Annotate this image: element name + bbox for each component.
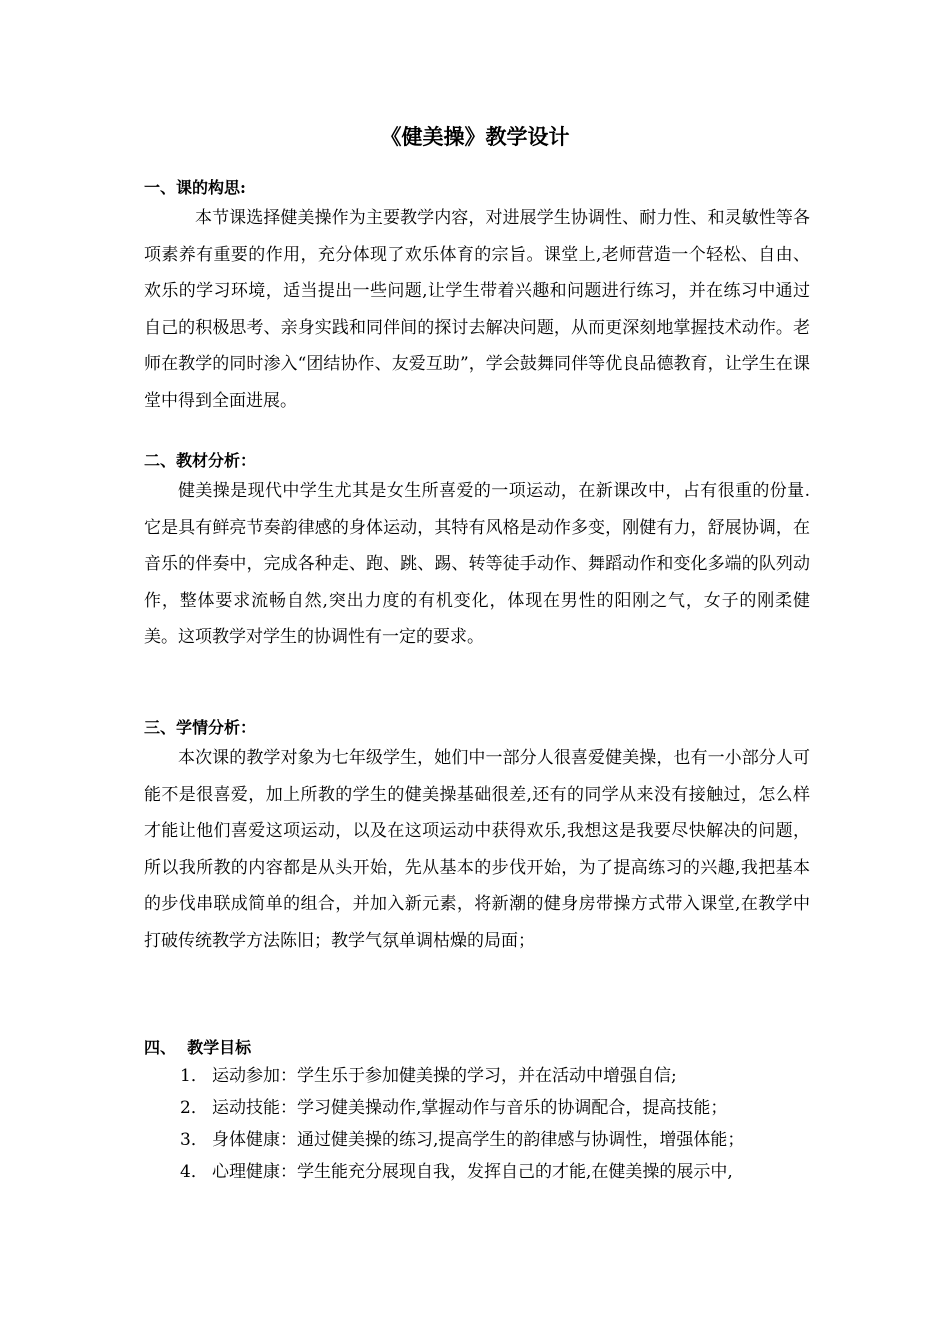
section-paragraph: 本节课选择健美操作为主要教学内容，对进展学生协调性、耐力性、和灵敏性等各项素养有重要的作用，充分体现了欢乐体育的宗旨。课堂上,老师营造一个轻松、自由、欢乐的学习环境，适当提出一些问题,让学生带着兴趣和问题进行练习，并在练习中通过自己的积极思考、亲身实践和同伴间的探讨去解决问题，从而更深刻地掌握技术动作。老师在教学的同时渗入“团结协作、友爱互助”，学会鼓舞同伴等优良品德教育，让学生在课堂中得到全面进展。 — [144, 208, 810, 411]
goal-item — [144, 1060, 810, 1092]
goal-text: 运动参加：学生乐于参加健美操的学习，并在活动中增强自信; — [212, 1066, 677, 1086]
goal-item — [144, 1092, 810, 1124]
section-student-analysis — [144, 716, 810, 959]
goal-number: 2． — [180, 1098, 208, 1118]
section-heading: 二、教材分析： — [144, 451, 257, 470]
section-paragraph: 健美操是现代中学生尤其是女生所喜爱的一项运动，在新课改中，占有很重的份量.它是具有鲜亮节奏韵律感的身体运动，其特有风格是动作多变，刚健有力，舒展协调，在音乐的伴奏中，完成各种走、跑、跳、踢、转等徒手动作、舞蹈动作和变化多端的队列动作，整体要求流畅自然,突出力度的有机变化，体现在男性的阳刚之气，女子的刚柔健美。这项教学对学生的协调性有一定的要求。 — [144, 481, 810, 647]
goal-text: 心理健康：学生能充分展现自我，发挥自己的才能,在健美操的展示中, — [212, 1162, 733, 1182]
section-heading: 一、课的构思: — [144, 178, 246, 197]
section-heading: 四、 教学目标 — [144, 1038, 252, 1057]
section-material-analysis — [144, 449, 810, 656]
goal-item — [144, 1156, 810, 1188]
goals-list — [144, 1060, 810, 1188]
goal-number: 1． — [180, 1066, 208, 1086]
section-lesson-concept — [144, 176, 810, 419]
goal-item — [144, 1124, 810, 1156]
section-paragraph: 本次课的教学对象为七年级学生，她们中一部分人很喜爱健美操，也有一小部分人可能不是很喜爱，加上所教的学生的健美操基础很差,还有的同学从来没有接触过，怎么样才能让他们喜爱这项运动，以及在这项运动中获得欢乐,我想这是我要尽快解决的问题，所以我所教的内容都是从头开始，先从基本的步伐开始，为了提高练习的兴趣,我把基本的步伐串联成简单的组合，并加入新元素，将新潮的健身房带操方式带入课堂,在教学中打破传统教学方法陈旧；教学气氛单调枯燥的局面； — [144, 748, 810, 951]
goal-number: 3． — [180, 1130, 208, 1150]
section-heading: 三、学情分析： — [144, 718, 257, 737]
goal-text: 身体健康：通过健美操的练习,提高学生的韵律感与协调性，增强体能； — [212, 1130, 745, 1150]
goal-text: 运动技能：学习健美操动作,掌握动作与音乐的协调配合，提高技能； — [212, 1098, 728, 1118]
goal-number: 4． — [180, 1162, 208, 1182]
document-title: 《健美操》教学设计 — [380, 124, 570, 149]
section-teaching-goals — [144, 1036, 810, 1188]
